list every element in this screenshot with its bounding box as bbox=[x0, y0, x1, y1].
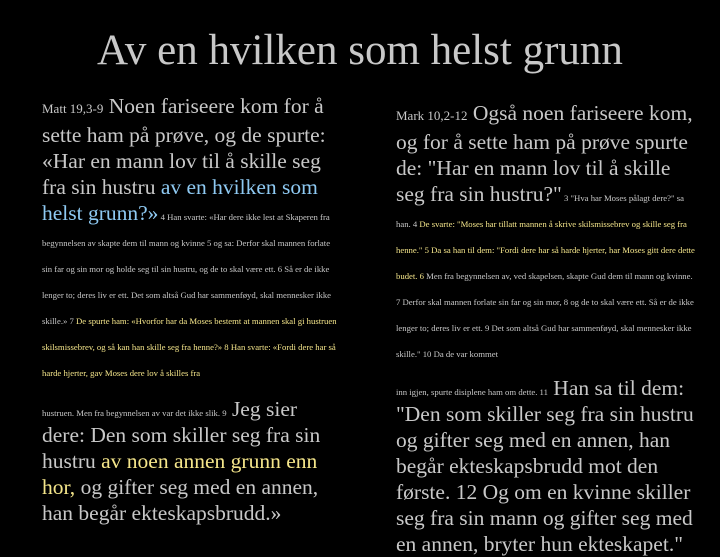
matthew-small-3: hustruen. Men fra begynnelsen av var det ikke slik. 9 bbox=[42, 408, 227, 418]
matthew-conclusion bbox=[42, 396, 337, 526]
matthew-text-3: og gifter seg med en annen, han begår ekteskapsbrudd.» bbox=[42, 475, 319, 525]
mark-intro bbox=[396, 100, 696, 363]
slide-title: Av en hvilken som helst grunn bbox=[97, 27, 623, 74]
matthew-intro bbox=[42, 93, 337, 382]
mark-small-3: Men fra begynnelsen av, ved skapelsen, skapte Gud dem til mann og kvinne. 7 Derfor skal mannen forlate sin far og sin mor, 8 og de to skal være ett. Så er de ikke lenger to; deres liv er ett. 9 Det som altså Gud har sammenføyd, skal mennesker ikke skille." 10 Da de var kommet bbox=[396, 271, 694, 359]
mark-conclusion bbox=[396, 375, 696, 557]
matthew-text-1: Noen fariseere kom for å sette ham på prøve, og de spurte: «Har en mann lov til å skille seg fra sin hustru bbox=[42, 94, 326, 199]
matthew-passage bbox=[42, 93, 337, 526]
matthew-small-2: De spurte ham: «Hvorfor har da Moses bestemt at mannen skal gi hustruen skilsmissebrev, og så kan han skille seg fra henne?» 8 Han svarte: «Fordi dere har så harde hjerter, gav Moses dere lov å skilles fra bbox=[42, 316, 337, 378]
mark-small-4: inn igjen, spurte disiplene ham om dette. 11 bbox=[396, 387, 548, 397]
mark-small-1: 3 "Hva har Moses pålagt dere?" sa han. 4 bbox=[396, 193, 684, 229]
matthew-reference: Matt 19,3-9 bbox=[42, 101, 104, 116]
mark-text-1: Også noen fariseere kom, og for å sette ham på prøve spurte de: "Har en mann lov til å skille seg fra sin hustru?" bbox=[396, 101, 693, 206]
matthew-highlight-1: av en hvilken som helst grunn?» bbox=[42, 175, 318, 225]
mark-small-2: De svarte: "Moses har tillatt mannen å skrive skilsmissebrev og skille seg fra henne." 5 Da sa han til dem: "Fordi dere har så harde hjerter, har Moses gitt dere dette budet. 6 bbox=[396, 219, 695, 281]
matthew-text-2: Jeg sier dere: Den som skiller seg fra sin hustru bbox=[42, 397, 321, 473]
matthew-highlight-2: av noen annen grunn enn hor, bbox=[42, 449, 318, 499]
matthew-small-1: 4 Han svarte: «Har dere ikke lest at Skaperen fra begynnelsen av skapte dem til mann og kvinne 5 og sa: Derfor skal mannen forlate sin far og sin mor og holde seg til sin hustru, og de to skal være ett. 6 Så er de ikke lenger to; deres liv er ett. Det som altså Gud har sammenføyd, skal mennesker ikke skille.» 7 bbox=[42, 212, 332, 326]
mark-passage bbox=[396, 100, 696, 557]
mark-reference: Mark 10,2-12 bbox=[396, 108, 468, 123]
mark-text-2: Han sa til dem: "Den som skiller seg fra sin hustru og gifter seg med en annen, han begår ekteskapsbrudd mot den første. 12 Og om en kvinne skiller seg fra sin mann og gifter seg med en annen, bryter hun ekteskapet." bbox=[396, 376, 694, 556]
